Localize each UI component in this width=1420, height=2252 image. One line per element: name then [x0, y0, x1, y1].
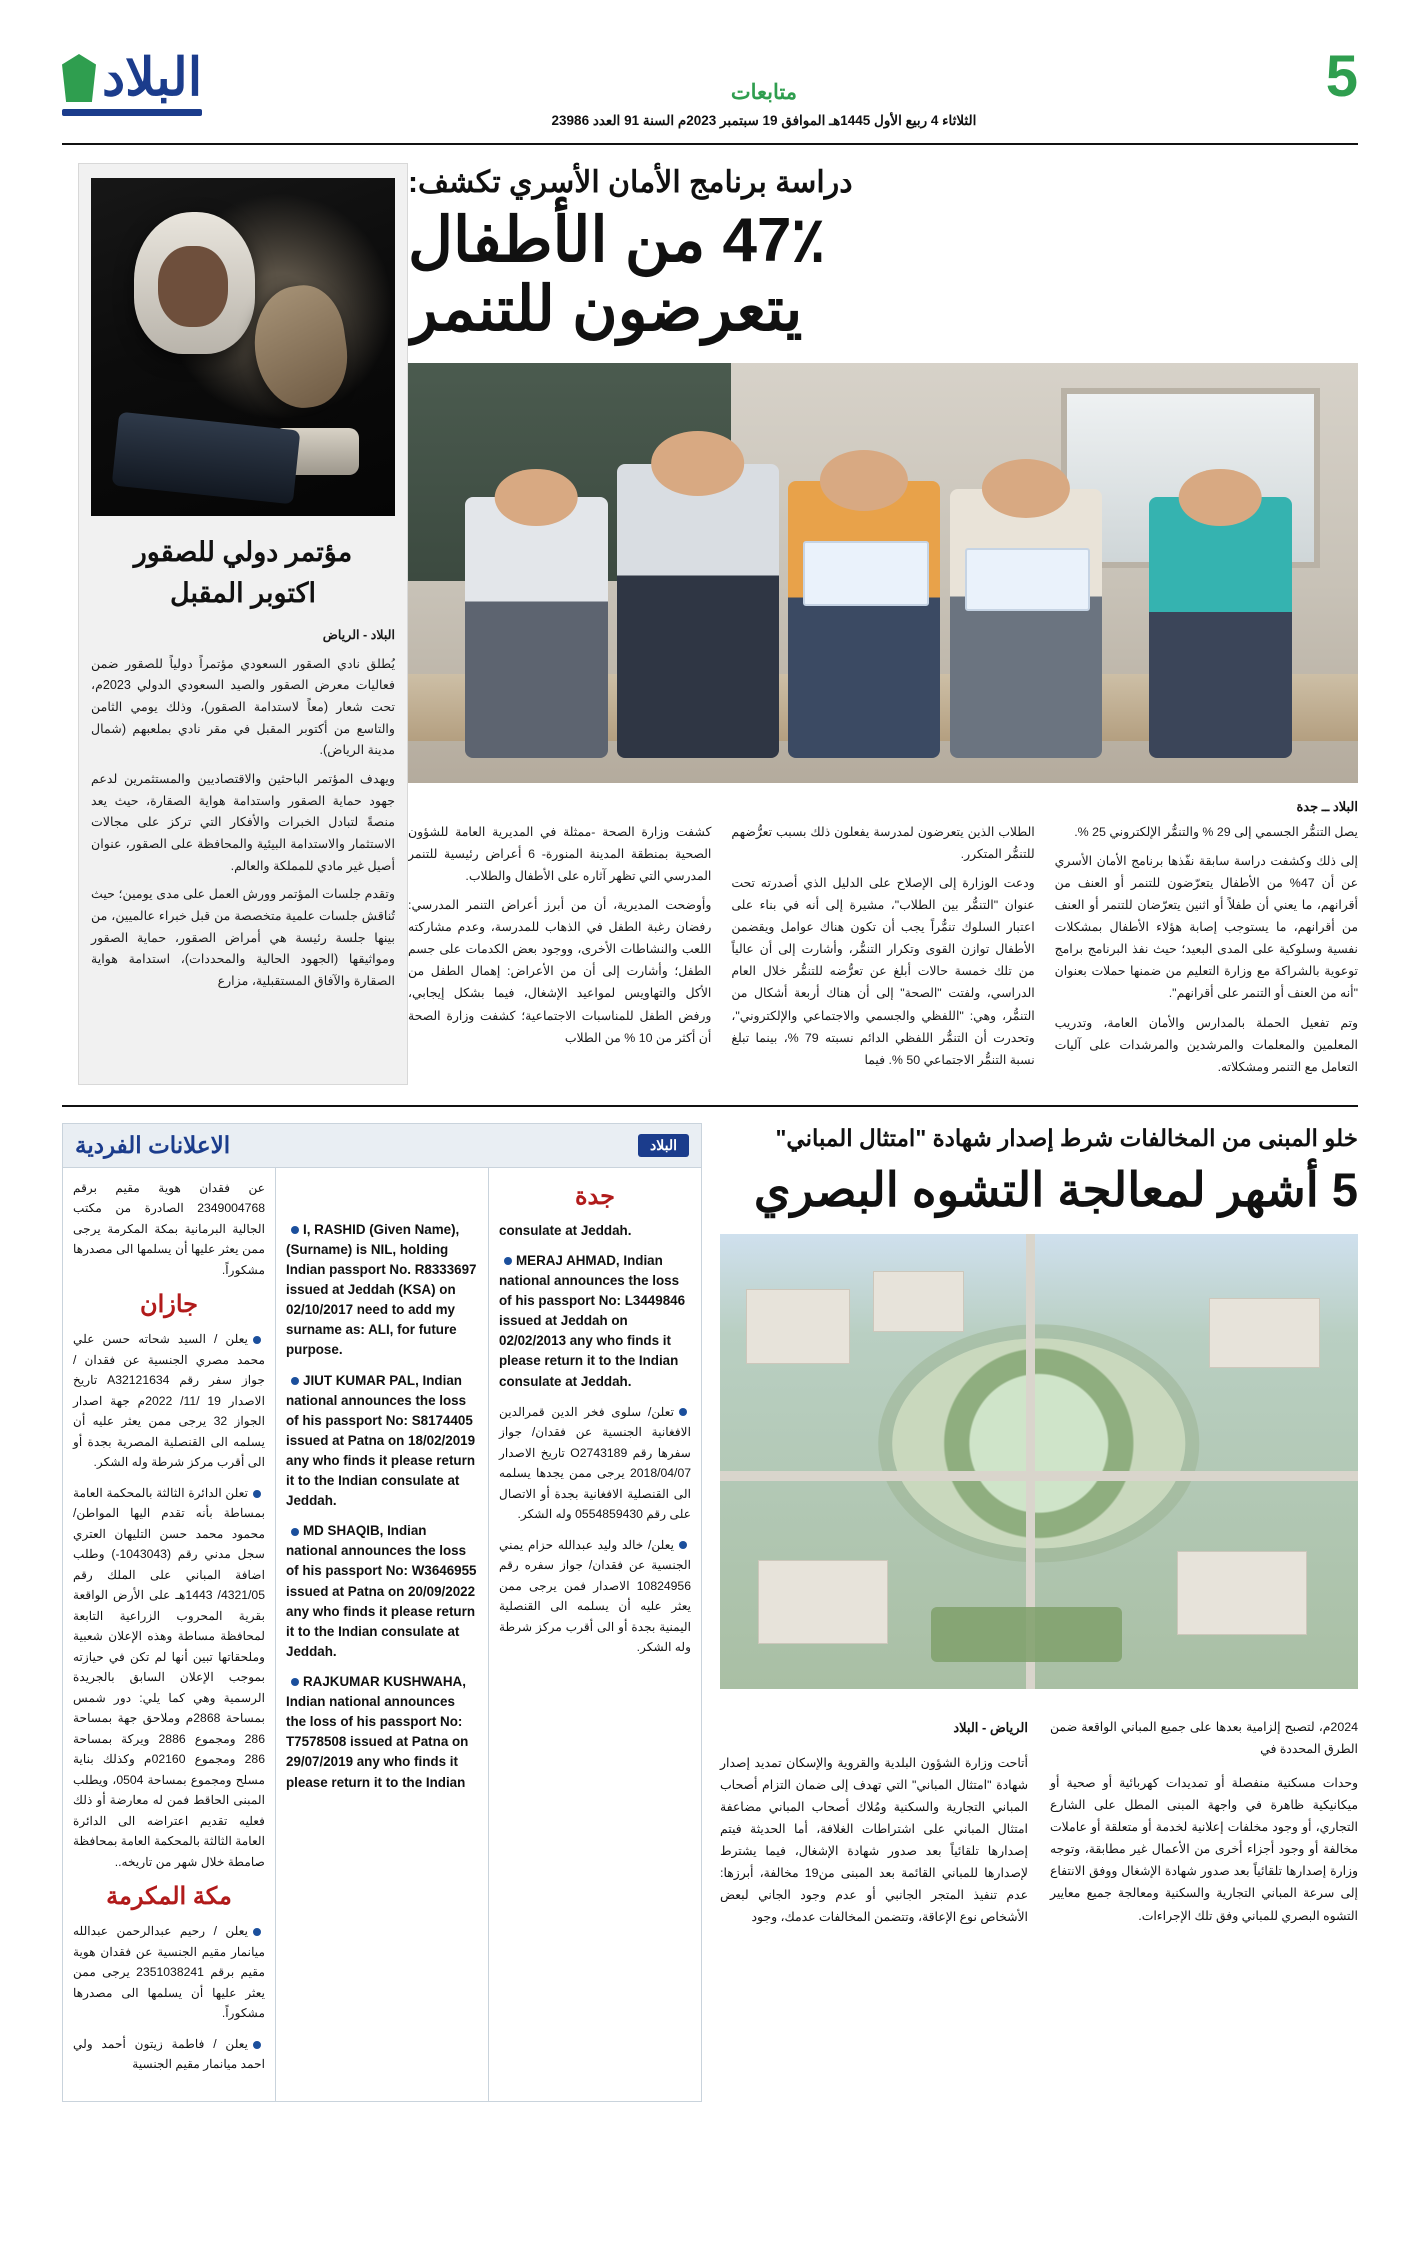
classified-ad — [286, 1521, 478, 1662]
logo-text: البلاد — [102, 49, 203, 107]
photo-building-block — [873, 1271, 964, 1332]
paragraph: ويهدف المؤتمر الباحثين والاقتصاديين والمستثمرين لدعم جهود حماية الصقور واستدامة هواية الصقارة، حيث يعد منصةً لتبادل الخبرات والأفكار التي تركز على مجالات الاستثمار والاستدامة البيئية والمحافظة على الصقور، عنوان أصيل غير مادي للمملكة والعالم. — [91, 771, 395, 873]
falcon-headline-line-2: اكتوبر المقبل — [170, 577, 316, 608]
paragraph: إلى ذلك وكشفت دراسة سابقة نفّذها برنامج الأمان الأسري عن أن 47% من الأطفال يتعرّضون للتنمر أو العنف من أقرانهم، ما يعني أن طفلاً أو اثنين يتعرّضان للتنمر أو العنف من أقرانهم، ما يستوجب إصابة هؤلاء الأطفال بمشكلات نفسية وسلوكية على المدى البعيد؛ حيث نفذ البرنامج برامج توعوية بالشراكة مع وزارة التعليم من ضمنها حملات بعنوان "أنه من العنف أو التنمر على أقرانهم". — [1054, 853, 1358, 1001]
photo-building-block — [746, 1289, 850, 1364]
classifieds-column-english — [275, 1168, 488, 2101]
classified-ad-text: RAJKUMAR KUSHWAHA, Indian national announces the loss of his passport No: T7578508 issued at Patna on 29/07/2019 any who finds it please return it to the Indian — [286, 1674, 469, 1790]
classifieds-logo: البلاد — [638, 1134, 689, 1157]
photo-child-5 — [1149, 497, 1292, 757]
paragraph: يُطلق نادي الصقور السعودي مؤتمراً دولياً للصقور ضمن فعاليات معرض الصقور والصيد السعودي الدولي 2023م، تحت شعار (معاً لاستدامة الصقور)، وذلك يومي الثامن والتاسع من أكتوبر المقبل في مقر نادي بملعبهم (شمال مدينة الرياض). — [91, 656, 395, 758]
photo-road-h — [720, 1471, 1358, 1481]
classifieds-header — [63, 1124, 701, 1168]
page-number: 5 — [1325, 44, 1358, 109]
photo-building-block — [1177, 1551, 1307, 1635]
bullet-icon — [291, 1377, 299, 1385]
photo-greenery — [931, 1607, 1122, 1662]
photo-central-park-ring — [892, 1339, 1185, 1548]
classified-ad — [286, 1371, 478, 1512]
bullet-icon — [291, 1226, 299, 1234]
city-kicker: خلو المبنى من المخالفات شرط إصدار شهادة "امتثال المباني" — [775, 1124, 1358, 1151]
classified-ad-text: تعلن/ سلوى فخر الدين قمرالدين الافغانية الجنسية عن فقدان/ جواز سفرها رقم O2743189 تاريخ الاصدار 2018/04/07 يرجى ممن يجدها يسلمه الى القنصلية الافغانية بجدة أو الاتصال على رقم 0554859430 وله الشكر. — [499, 1404, 691, 1522]
paragraph: وحدات مسكنية منفصلة أو تمديدات كهربائية أو صحية أو ميكانيكية ظاهرة في واجهة المبنى المطل على الشارع التجاري، أو وجود مخلفات إعلانية لخدمة أو متعلقة أو عاملات مخالفة أو وجود أجزاء أخرى من الأعمال غير مطابقة، وتوجه وزارة إصدارها تلقائياً بعد صدور شهادة الإشغال ووفق الانتفاع إلى سرعة المباني التجارية والسكنية ومعالجة جميع معايير التشوه البصري للمباني وفق تلك الإجراءات. — [1050, 1776, 1358, 1923]
photo-child-4 — [950, 489, 1102, 758]
classified-ad — [73, 1483, 265, 1873]
lead-column-3 — [1055, 821, 1358, 1085]
masthead — [0, 0, 1420, 129]
lead-headline — [408, 206, 1358, 345]
classified-ad-text: MERAJ AHMAD, Indian national announces the loss of his passport No: L3449846 issued at Jeddah on 02/02/2013 any who finds it please return it to the Indian consulate at Jeddah. — [499, 1252, 686, 1389]
classified-ad — [499, 1402, 691, 1525]
falcon-body — [91, 625, 395, 993]
city-column-1 — [720, 1703, 1028, 1941]
classified-ad — [73, 1329, 265, 1473]
paragraph: ودعت الوزارة إلى الإصلاح على الدليل الذي أصدرته تحت عنوان "التنمُّر بين الطلاب"، مشيرة إلى أنه في بناء على اعتبار السلوك تنمُّراً يجب أن تكون هناك عوامل ويقضمن الأطفال توازن القوى وتكرار التنمُّر، وأشارت إلى أن عالياً من تلك خمسة حالات أبلغ عن تعرُّضه للتنمُّر خلال العام الدراسي، ولفتت "الصحة" إلى أن هناك أربعة أشكال من التنمُّر، وهي: "اللفظي والجسمي والاجتماعي والإلكتروني"، وتحدرت أن التنمُّر اللفظي الدائم نسبته 79 %، بينما تبلغ نسبة التنمُّر الاجتماعي 50 %. فيما — [731, 876, 1035, 1067]
bullet-icon — [253, 1928, 261, 1936]
city-story — [720, 1123, 1358, 2102]
classified-ad: consulate at Jeddah. — [499, 1222, 632, 1238]
classifieds-section — [62, 1123, 702, 2102]
bullet-icon — [291, 1528, 299, 1536]
photo-child-1 — [465, 497, 608, 757]
photo-child-3 — [788, 481, 940, 758]
classifieds-column-jeddah — [488, 1168, 701, 2101]
lead-body-columns — [408, 821, 1358, 1085]
classified-ad — [499, 1251, 691, 1392]
lead-headline-line-2: يتعرضون للتنمر — [408, 275, 803, 345]
classified-ad — [286, 1220, 478, 1361]
photo-falcon — [247, 280, 354, 413]
lead-headline-line-1: 47٪ من الأطفال — [408, 206, 825, 275]
photo-arm — [112, 412, 301, 505]
classified-ad-text: MD SHAQIB, Indian national announces the loss of his passport No: W3646955 issued at Patna on 20/09/2022 any who finds it please return it to the Indian consulate at Jeddah. — [286, 1523, 477, 1659]
bullet-icon — [253, 1336, 261, 1344]
paragraph: وتم تفعيل الحملة بالمدارس والأمان العامة، وتدريب المعلمين والمعلمات والمرشدين والمرشدات على آليات التعامل مع التنمر ومشكلاته. — [1054, 1015, 1358, 1074]
classified-ad: عن فقدان هوية مقيم برقم 2349004768 الصادرة من مكتب الجالية البرمانية بمكة المكرمة يرجى ممن يعثر عليها أن يسلمها الى مصدرها مشكوراً. — [73, 1180, 265, 1277]
top-section — [0, 145, 1420, 1085]
falcon-logo-icon — [62, 54, 96, 102]
paragraph: وتقدم جلسات المؤتمر وورش العمل على مدى يومين؛ حيث تُناقش جلسات علمية متخصصة من قبل خبراء عالميين، من بينها جلسة رئيسة هي أمراض الصقور، حماية الصقور ومواثيقها (الجهود الحالية والمحددات)، استدامة هواية الصقارة والآفاق المستقبلية، مزارع — [91, 887, 395, 988]
falcon-byline: البلاد - الرياض — [322, 628, 395, 642]
bullet-icon — [679, 1541, 687, 1549]
paragraph: 2024م، لتصبح إلزامية بعدها على جميع المباني الواقعة ضمن الطرق المحددة في — [1050, 1719, 1358, 1756]
bullet-icon — [504, 1257, 512, 1265]
photo-child-2 — [617, 464, 779, 758]
falcon-photo — [91, 178, 395, 516]
lead-kicker: دراسة برنامج الأمان الأسري تكشف: — [408, 166, 853, 199]
classifieds-columns — [63, 1168, 701, 2101]
bullet-icon — [253, 2041, 261, 2049]
lead-column-2 — [731, 821, 1034, 1085]
bullet-icon — [291, 1678, 299, 1686]
city-column-2 — [1050, 1703, 1358, 1941]
classifieds-city-heading: جازان — [139, 1291, 199, 1319]
falcon-headline-line-1: مؤتمر دولي للصقور — [133, 537, 353, 567]
classified-ad — [499, 1535, 691, 1658]
lead-photo-classroom-bullying — [408, 363, 1358, 783]
classified-ad-text: يعلن / السيد شحاته حسن علي محمد مصري الجنسية عن فقدان / جواز سفر رقم A32121634 تاريخ الاصدار 19 /11/ 2022م جهة اصدار الجواز 32 يرجى ممن يعثر عليه أن يسلمه الى القنصلية المصرية بجدة أو الى أقرب مركز شرطة وله الشكر. — [73, 1332, 266, 1470]
paragraph: كشفت وزارة الصحة -ممثلة في المديرية العامة للشؤون الصحية بمنطقة المدينة المنورة- 6 أعراض رئيسية للتنمر المدرسي التي تظهر آثاره على الأطفال والطلاب. — [408, 824, 712, 884]
city-body-columns — [720, 1703, 1358, 1941]
classified-ad — [73, 2034, 265, 2075]
falcon-headline — [95, 532, 391, 613]
lead-column-1 — [408, 821, 711, 1085]
bottom-section — [0, 1107, 1420, 2142]
paragraph: وأوضحت المديرية، أن من أبرز أعراض التنمر المدرسي: رفضان رغبة الطفل في الذهاب للمدرسة، وعدم مشاركته اللعب والنشاطات الأخرى، ووجود بعض الكدمات على جسم الطفل؛ وأشارت إلى أن من الأعراض: إهمال الطفل من الأكل والتهاويس لمواعيد الإشغال، فيما بشكل إيجابي، ورفض الطفل للمناسبات الاجتماعية؛ كشفت وزارة الصحة أن أكثر من 10 % من الطلاب — [408, 898, 712, 1045]
classifieds-city-heading: جدة — [574, 1182, 615, 1210]
classified-ad-text: يعلن/ خالد وليد عبدالله حزام يمني الجنسية عن فقدان/ جواز سفره رقم 10824956 الاصدار فمن يرجى ممن يعثر عليه أن يسلمه الى القنصلية اليمنية بجدة أو الى أقرب مركز شرطة وله الشكر. — [499, 1537, 691, 1655]
classified-ad-text: يعلن / فاطمة زيتون أحمد ولي احمد ميانمار مقيم الجنسية — [73, 2036, 265, 2072]
classified-ad-text: يعلن / رحيم عبدالرحمن عبدالله ميانمار مقيم الجنسية عن فقدان هوية مقيم برقم 2351038241 يرجى ممن يعثر عليها أن يسلمها الى مصدرها مشكوراً. — [73, 1924, 265, 2021]
classifieds-column-jazan — [63, 1168, 275, 2101]
photo-building-block — [758, 1560, 888, 1644]
bullet-icon — [253, 1490, 261, 1498]
classified-ad — [73, 1921, 265, 2024]
newspaper-logo — [62, 49, 203, 116]
city-byline: الرياض - البلاد — [953, 1720, 1028, 1736]
issue-date-line: الثلاثاء 4 ربيع الأول 1445هـ الموافق 19 سبتمبر 2023م السنة 91 العدد 23986 — [551, 113, 977, 128]
classifieds-title: الاعلانات الفردية — [75, 1131, 231, 1158]
bullet-icon — [679, 1408, 687, 1416]
photo-man-face — [158, 246, 228, 327]
lead-byline: البلاد ــ جدة — [1296, 798, 1358, 814]
classifieds-city-heading: مكة المكرمة — [106, 1883, 232, 1911]
classified-ad — [286, 1672, 478, 1793]
classified-ad-text: I, RASHID (Given Name), (Surname) is NIL, holding Indian passport No. R8333697 issued at Jeddah (KSA) on 02/10/2017 need to add my surname as: ALI, for future purpose. — [286, 1221, 477, 1358]
paragraph: يصل التنمُّر الجسمي إلى 29 % والتنمُّر الإلكتروني 25 %. — [1074, 824, 1358, 839]
city-aerial-photo — [720, 1234, 1358, 1689]
section-tag: متابعات — [730, 81, 798, 104]
lead-story — [408, 163, 1358, 1085]
falcon-story — [78, 163, 408, 1085]
city-headline: 5 أشهر لمعالجة التشوه البصري — [753, 1162, 1358, 1216]
logo-underline — [62, 109, 202, 116]
paragraph: الطلاب الذين يتعرضون لمدرسة يفعلون ذلك بسبب تعرُّضهم للتنمُّر المتكرر. — [731, 824, 1035, 861]
paragraph: أتاحت وزارة الشؤون البلدية والقروية والإسكان تمديد إصدار شهادة "امتثال المباني" التي تهدف إلى ضمان التزام أصحاب المباني التجارية والسكنية ومُلاك أصحاب المباني مضاعفة امتثال المباني على اشتراطات الغلافة، أما الحديثة فيتم إصدارها تلقائياً بعد صدور شهادة الإشغال، فيما يشترط لإصدارها للمباني القائمة بعد المبنى من19 مخالفة، أبرزها: عدم تنفيذ المتجر الجانبي أو عدم وجود الجاني لبعض الأشخاص نوع الإعاقة، وتتضمن المخالفات عدمك، وجود — [720, 1755, 1028, 1925]
photo-building-block — [1209, 1298, 1319, 1368]
classified-ad-text: تعلن الدائرة الثالثة بالمحكمة العامة بمساطة بأنه تقدم اليها المواطن/ محمود محمد حسن التليهان العتري سجل مدني رقم (1043043-) وطلب اضافة المباني على الملك رقم 4321/05/ 1443هـ على الأرض الواقعة بقرية المحروب الزراعية التابعة لمحافظة مساطة وهذه الإعلان شعبية وملحقاتها تبين أنها لم تكن في حيازته بموجب الإعلان السابق بالجريدة الرسمية وهي كما يلي: دور شمس بمساحة 2868م وملاحق جهة بمساحة 286 ومجموع 2886 ويركة بمساحة 286 ومجموع 02160م وكذلك بناية مسلح ومجموع بمساحة 0504، ويطلب المبنى الحاقط فمن له معارضة أو ذلك فعليه تقديم اعتراضه الى الدائرة العامة الثالثة بالمحكمة العامة بمحافظة صامطة خلال شهر من تاريخه.. — [73, 1485, 265, 1869]
classified-ad-text: JIUT KUMAR PAL, Indian national announces the loss of his passport No: S8174405 issued at Patna on 18/02/2019 any who finds it please return it to the Indian consulate at Jeddah. — [286, 1372, 476, 1509]
